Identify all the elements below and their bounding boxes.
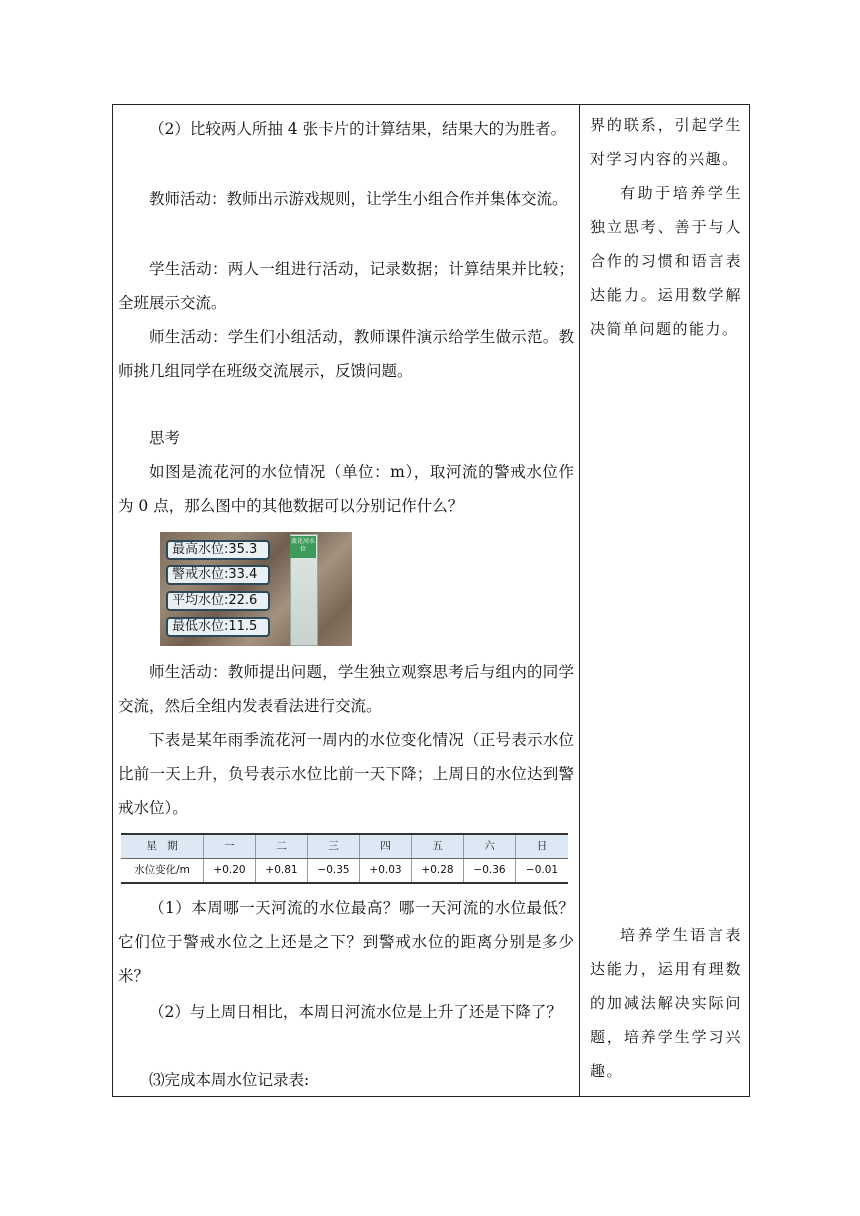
- table-cell: +0.28: [412, 859, 464, 882]
- header-day: 日: [536, 840, 548, 852]
- label-warning-level: 警戒水位:33.4: [166, 565, 270, 585]
- table-cell: −0.36: [464, 859, 516, 882]
- side-note-cooperation: 有助于培养学生独立思考、善于与人合作的习惯和语言表达能力。运用数学解决简单问题的能力。: [590, 184, 742, 338]
- water-level-photo: [160, 532, 352, 646]
- header-weekday: 星 期: [121, 835, 204, 858]
- header-day: 四: [360, 835, 412, 858]
- header-day: 二: [256, 835, 308, 858]
- label-lowest-level: 最低水位:11.5: [166, 617, 270, 637]
- paragraph-teacher-student-activity: 师生活动：学生们小组活动，教师课件演示给学生做示范。教师挑几组同学在班级交流展示，反馈问题。: [118, 328, 574, 380]
- label-highest-level: 最高水位:35.3: [166, 540, 270, 560]
- header-day: 一: [204, 835, 256, 858]
- table-cell: +0.20: [204, 859, 256, 882]
- paragraph-water-level-question: 如图是流花河的水位情况（单位：m），取河流的警戒水位作为 0 点，那么图中的其他数据可以分别记作什么？: [118, 463, 574, 515]
- heading-think: 思考: [149, 429, 181, 447]
- question-3: ⑶完成本周水位记录表:: [149, 1071, 310, 1089]
- paragraph-student-activity: 学生活动：两人一组进行活动，记录数据；计算结果并比较；全班展示交流。: [118, 260, 574, 312]
- table-header-row: [121, 835, 568, 858]
- water-gauge-title: 流花河水位: [291, 538, 316, 553]
- water-change-table: [121, 833, 568, 884]
- header-day: 三: [308, 835, 360, 858]
- table-cell: +0.81: [256, 859, 308, 882]
- table-cell: −0.01: [525, 864, 559, 876]
- header-day: 五: [412, 835, 464, 858]
- table-row: [121, 859, 568, 882]
- label-average-level: 平均水位:22.6: [166, 591, 270, 611]
- table-cell: −0.35: [308, 859, 360, 882]
- paragraph-table-intro: 下表是某年雨季流花河一周内的水位变化情况（正号表示水位比前一天上升，负号表示水位比前一天下降；上周日的水位达到警戒水位）。: [118, 731, 574, 817]
- paragraph-compare-results: （2）比较两人所抽 4 张卡片的计算结果，结果大的为胜者。: [149, 120, 567, 138]
- header-day: 六: [464, 835, 516, 858]
- question-2: （2）与上周日相比，本周日河流水位是上升了还是下降了？: [149, 1003, 562, 1021]
- row-label: 水位变化/m: [121, 859, 204, 882]
- side-note-interest: 界的联系，引起学生对学习内容的兴趣。: [590, 116, 742, 168]
- paragraph-teacher-activity: 教师活动：教师出示游戏规则，让学生小组合作并集体交流。: [149, 190, 568, 208]
- table-cell: +0.03: [360, 859, 412, 882]
- column-divider: [579, 104, 580, 1097]
- paragraph-discussion: 师生活动：教师提出问题，学生独立观察思考后与组内的同学交流，然后全组内发表看法进行交流。: [118, 663, 574, 715]
- side-note-language: 培养学生语言表达能力，运用有理数的加减法解决实际问题，培养学生学习兴趣。: [590, 926, 742, 1080]
- question-1: （1）本周哪一天河流的水位最高？哪一天河流的水位最低？它们位于警戒水位之上还是之下？到警戒水位的距离分别是多少米？: [118, 899, 574, 985]
